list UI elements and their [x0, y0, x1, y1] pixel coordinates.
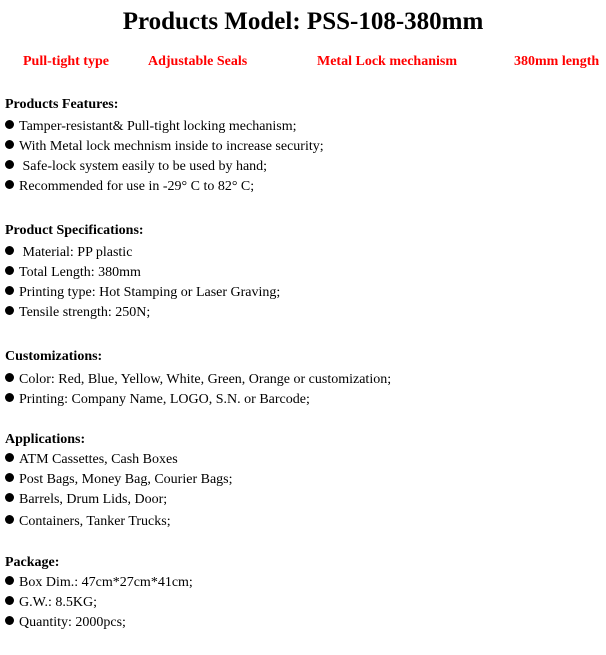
section-heading-package: Package: — [5, 555, 60, 570]
list-item — [5, 138, 324, 156]
list-item — [5, 178, 254, 196]
bullet-icon — [5, 246, 14, 255]
bullet-icon — [5, 596, 14, 605]
list-item — [5, 371, 391, 389]
list-item — [5, 391, 310, 409]
list-item-text: Tensile strength: 250N; — [19, 305, 151, 320]
list-item — [5, 244, 132, 262]
section-heading-applications: Applications: — [5, 432, 86, 447]
section-heading-specifications: Product Specifications: — [5, 223, 144, 238]
bullet-icon — [5, 286, 14, 295]
bullet-icon — [5, 473, 14, 482]
feature-tag-pull-tight: Pull-tight type — [23, 54, 109, 69]
bullet-icon — [5, 120, 14, 129]
list-item — [5, 118, 297, 136]
list-item — [5, 284, 280, 302]
list-item-text: Box Dim.: 47cm*27cm*41cm; — [19, 575, 193, 590]
list-item-text: Printing: Company Name, LOGO, S.N. or Barcode; — [19, 392, 310, 407]
list-item — [5, 264, 141, 282]
feature-tag-metal-lock: Metal Lock mechanism — [317, 54, 457, 69]
list-item-text: Tamper-resistant& Pull-tight locking mechanism; — [19, 119, 297, 134]
list-item-text: Recommended for use in -29° C to 82° C; — [19, 179, 255, 194]
bullet-icon — [5, 373, 14, 382]
list-item — [5, 451, 178, 469]
list-item-text: Containers, Tanker Trucks; — [19, 514, 171, 529]
list-item — [5, 594, 97, 612]
list-item-text: Total Length: 380mm — [19, 265, 141, 280]
feature-tag-adjustable: Adjustable Seals — [148, 54, 248, 69]
feature-tag-length: 380mm length — [514, 54, 600, 69]
list-item-text: Safe-lock system easily to be used by hand; — [19, 159, 268, 174]
bullet-icon — [5, 160, 14, 169]
list-item — [5, 471, 233, 489]
bullet-icon — [5, 453, 14, 462]
bullet-icon — [5, 393, 14, 402]
list-item-text: Color: Red, Blue, Yellow, White, Green, Orange or customization; — [19, 372, 392, 387]
list-item — [5, 158, 267, 176]
list-item-text: Barrels, Drum Lids, Door; — [19, 492, 168, 507]
list-item-text: ATM Cassettes, Cash Boxes — [19, 452, 178, 467]
list-item-text: Printing type: Hot Stamping or Laser Graving; — [19, 285, 281, 300]
list-item — [5, 304, 150, 322]
page-title: Products Model: PSS-108-380mm — [122, 8, 484, 35]
bullet-icon — [5, 515, 14, 524]
bullet-icon — [5, 266, 14, 275]
bullet-icon — [5, 140, 14, 149]
bullet-icon — [5, 576, 14, 585]
bullet-icon — [5, 180, 14, 189]
list-item-text: G.W.: 8.5KG; — [19, 595, 98, 610]
section-heading-features: Products Features: — [5, 97, 119, 112]
list-item-text: Quantity: 2000pcs; — [19, 615, 126, 630]
bullet-icon — [5, 616, 14, 625]
list-item — [5, 614, 126, 632]
bullet-icon — [5, 306, 14, 315]
section-heading-customizations: Customizations: — [5, 349, 103, 364]
bullet-icon — [5, 493, 14, 502]
list-item-text: With Metal lock mechnism inside to increase security; — [19, 139, 324, 154]
list-item — [5, 491, 167, 509]
list-item — [5, 513, 171, 531]
list-item-text: Material: PP plastic — [19, 245, 133, 260]
list-item — [5, 574, 193, 592]
list-item-text: Post Bags, Money Bag, Courier Bags; — [19, 472, 233, 487]
